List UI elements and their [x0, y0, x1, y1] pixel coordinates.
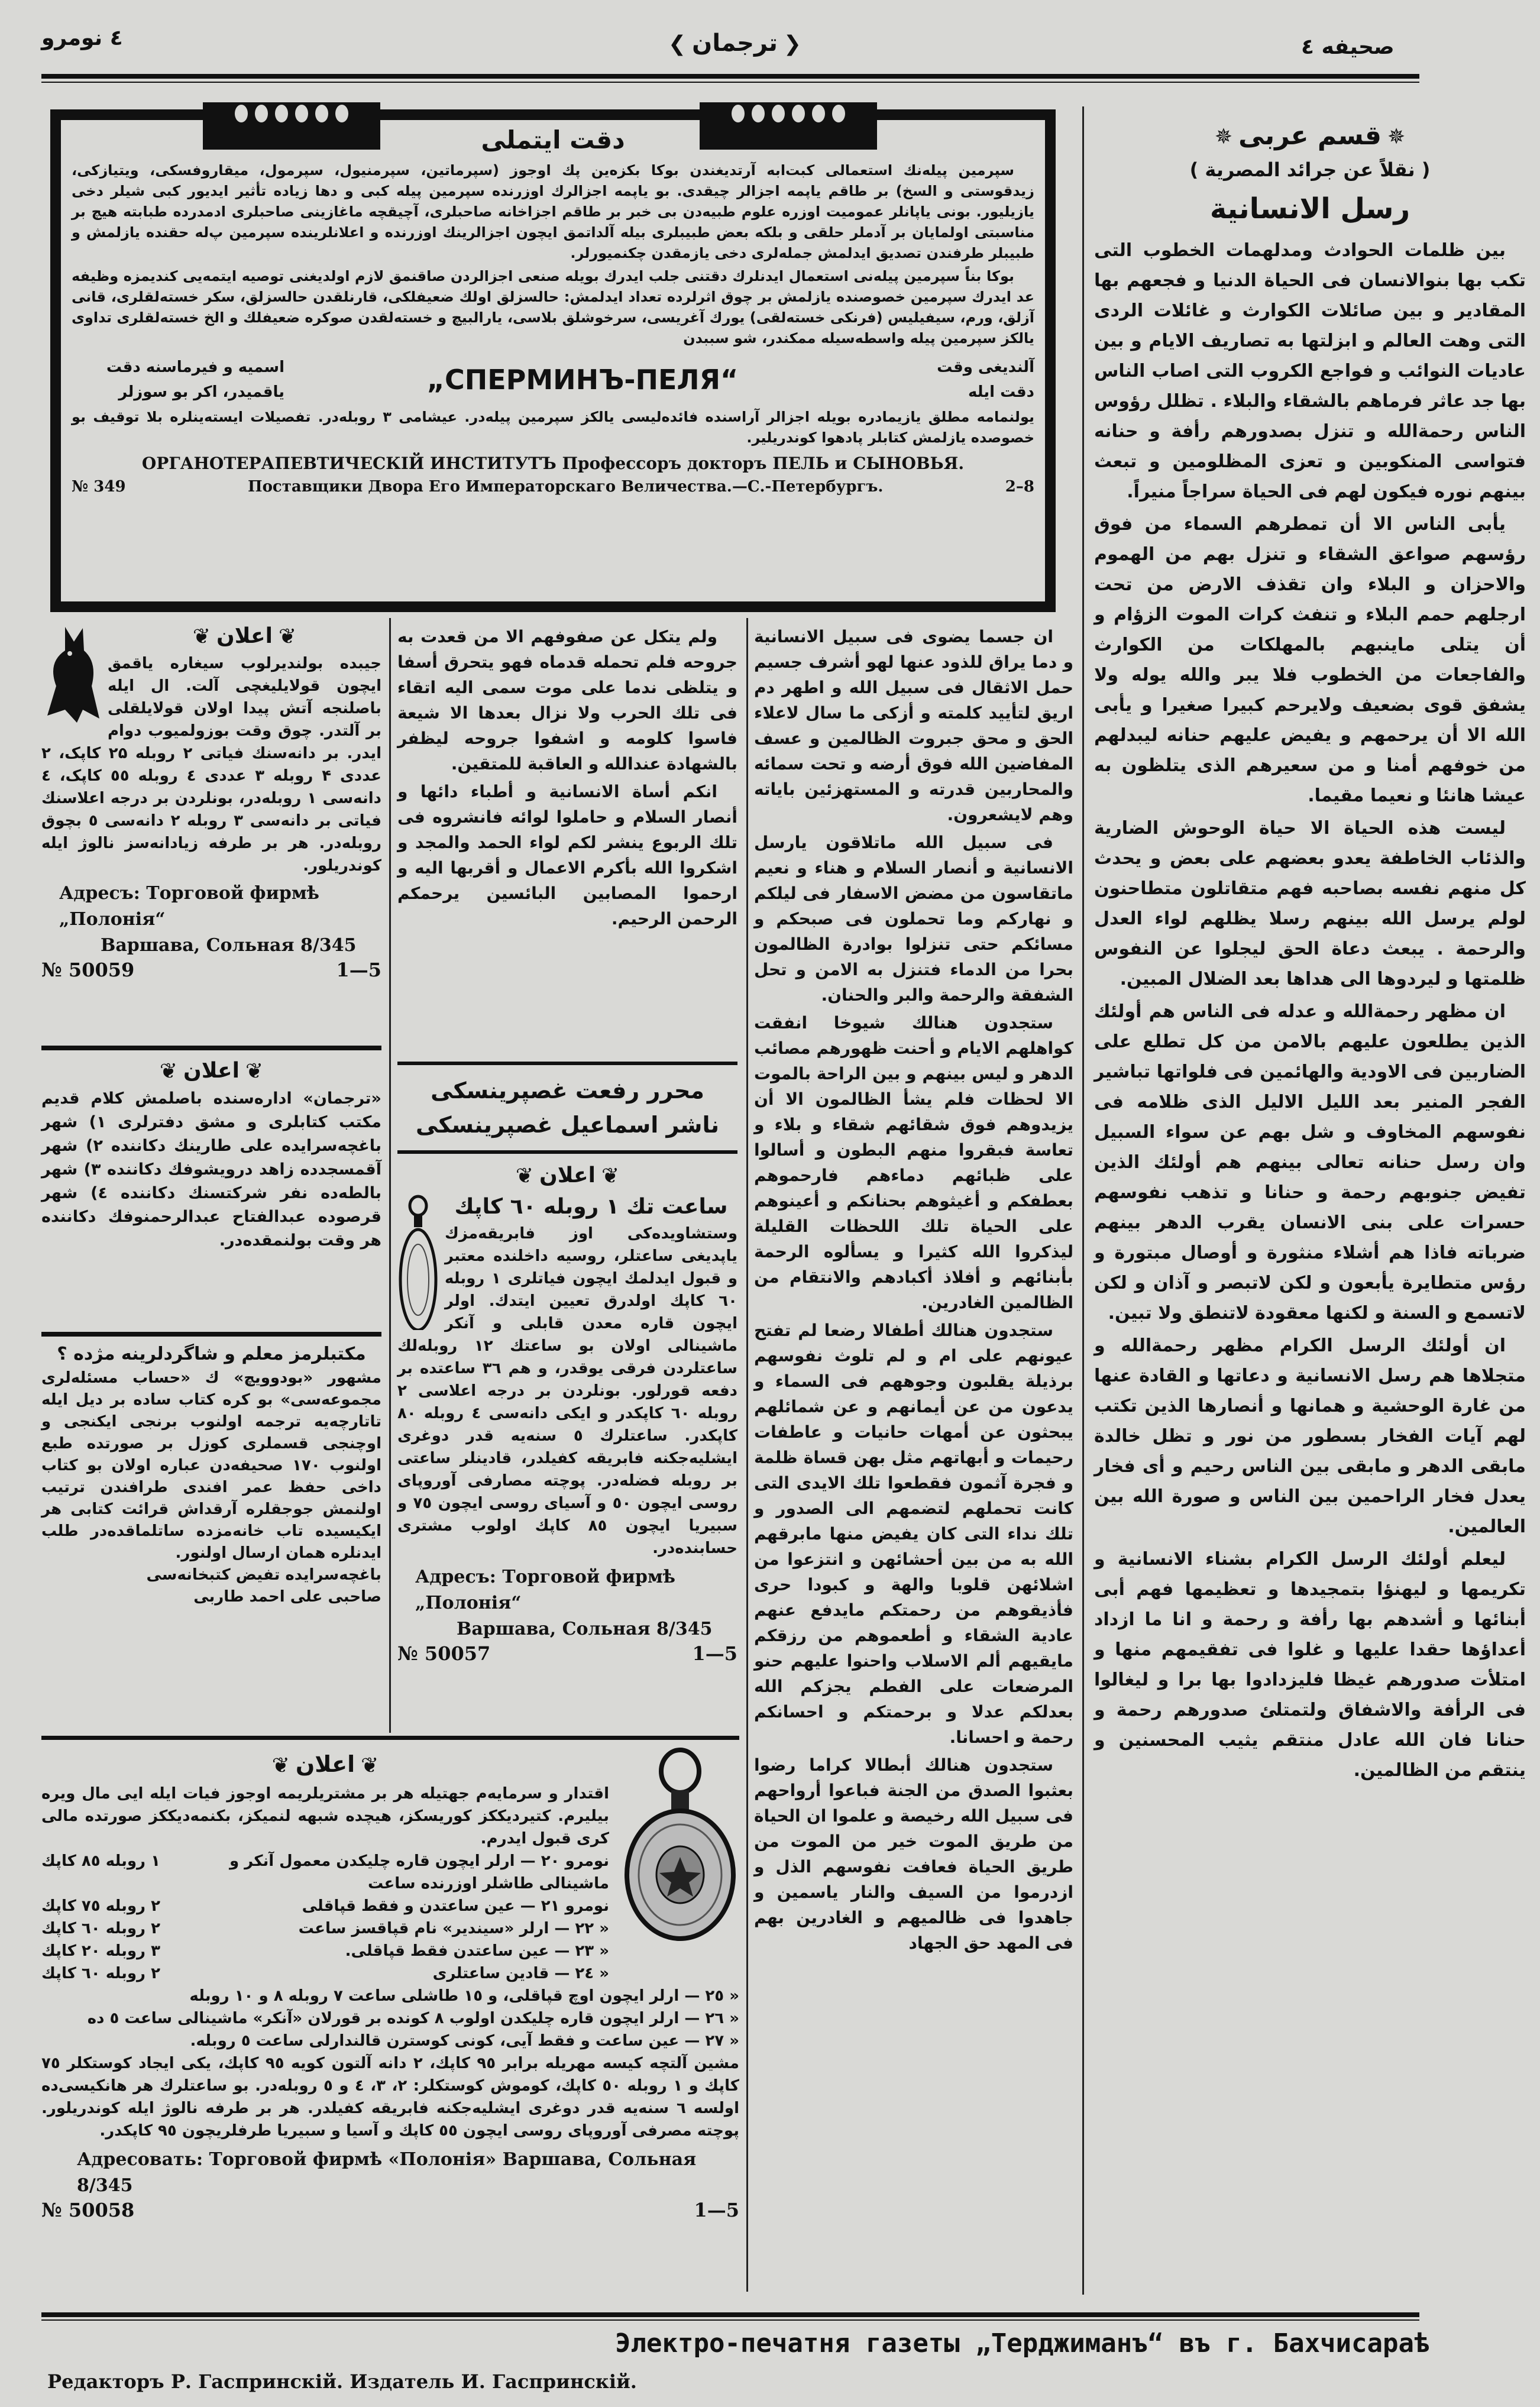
article-paragraph: ان جسما يضوى فى سبيل الانسانية و دما يراق للذود عنها لهو أشرف جسيم حمل الاثقال فى سبيل الله و اطهر دم اريق لتأييد كلمته و أزكى ما سال لاعلاء الحق و محق جبروت الظالمين و عسف المفاضين الله فوق أرضه و تحت سمائه والمحاربين قدرته و المستهزئين باياته وهم لايشعرون.	[754, 627, 1073, 824]
pocket-watch-icon	[397, 1194, 439, 1330]
devil-figure-icon	[41, 621, 101, 724]
arithmetic-ad-signature: صاحبی علی احمد طاربی	[193, 1588, 381, 1606]
price-list-item	[41, 1850, 609, 1895]
watch-ad-large-address: Адресовать: Торговой фирмѣ «Полонія» Варшава, Сольная 8/345	[77, 2149, 697, 2196]
price-list-note: « ۲۷ — عین ساعت و فقط آیی، کونی کوسترن قالندارلی ساعت ٥ روبله.	[190, 2031, 739, 2050]
watch-ad-small-run: 1—5	[692, 1642, 737, 1665]
article-paragraph: ليعلم أولئك الرسل الكرام بشناء الانسانية و تكريمها و ليهنؤا بتمجيدها و تعظيمها فهم أبى أبنائها و أشدهم بها رأفة و رحمة و انا ما ازداد أعداؤها حقدا عليها و غلوا فى تفقيمهم منها و امتلأت صدورهم غيظا فليزدادوا بها برا و ليغالوا فى الرأفة والاشفاق ولتمتلئ صدورهم رحمة و حنانا فان الله عادل منتقم يثيب المحسنين و ينتقم من الظالمين.	[1094, 1549, 1526, 1781]
price-item-value: ۱ روبله ۸٥ کاپك	[41, 1852, 160, 1870]
watch-ad-large	[41, 1748, 739, 2221]
flourish-icon: ❦	[192, 625, 211, 649]
ad-separator	[41, 1046, 381, 1050]
article-paragraph: ستجدون هنالك شيوخا انفقت كواهلهم الايام و أحنت ظهورهم مصائب الدهر و ليس بينهم و بين الراحة بالموت الا لحظات فلم يشأ الظالمون الا أن يزيدوهم فوق شقائهم شقاء و بلاء و تعاسة فبقروا منهم البطون و أسالوا على ظبائهم دماءهم فارحموهم بعطفكم و أغيثوهم بحنانكم و أعينوهم على الحياة تلك اللحظات القليلة ليذكروا الله كثيرا و يسألوه الرحمة بأبنائهم و أفلاذ أكبادهم والانتقام من الظالمين الغادرين.	[754, 1013, 1073, 1312]
watch-ad-large-heading	[41, 1748, 609, 1782]
watch-ad-small-city: Варшава, Сольная 8/345	[457, 1619, 713, 1639]
pocket-watch-icon	[621, 1748, 739, 1943]
price-item-label: نومرو ۲۱ — عین ساعتدن و فقط قپاقلی	[302, 1897, 609, 1915]
spermin-ad-title: دقت ایتملی	[481, 125, 625, 154]
flourish-icon: ❦	[515, 1164, 533, 1188]
price-list-item	[41, 1895, 609, 1917]
price-list-item	[41, 1917, 609, 1940]
column-rule	[1082, 106, 1084, 2295]
flourish-icon: ❦	[159, 1059, 177, 1083]
article-paragraph: ان أولئك الرسل الكرام مظهر رحمةالله و متجلاها هم رسل الانسانية و دعاتها و القادة عنها من غارة الوحشية و همانها و أنصارها الذين تكتب لهم آيات الفخار بسطور من نور و تظل خالدة مابقى الدهر و مابقى بين الناس رحيم و أى فخار يعدل فخار الراحمين بين الناس و صورة الله بين العالمين.	[1094, 1335, 1526, 1537]
books-ad-body: «ترجمان» اداره‌سنده باصلمش کلام قدیم مکتب کتابلری و مشق دفترلری ۱) شهر باغچه‌سرایده علی طارینك دکاننده ۲) شهر آقمسجدده زاهد درویشوفك دکاننده ۳) شهر بالطه‌ده نفر شرکتسنك دکاننده ٤) شهر قرصوده عبدالفتاح عبدالرحمنوفك دکاننده هر وقت بولنمقده‌در.	[41, 1089, 381, 1250]
arithmetic-ad-signature: باغچه‌سرایده تفیض کتبخانه‌سی	[146, 1566, 381, 1584]
arithmetic-ad	[41, 1341, 381, 1608]
spermin-ad-closing: یولنمامه مطلق یازیمادره بویله اجزالر آراسنده فائده‌لیسی یالکز سپرمین پیله‌در. عیشامی ۳ روبله‌در. تفصیلات ایسته‌ینلره بلا توقیف بو خصوصده یازلمش کتابلر پادهوا کوندریلیر.	[72, 409, 1035, 446]
price-item-label: « ۲٤ — قادین ساعتلری	[432, 1964, 609, 1982]
ornament-icon: ❮	[783, 32, 802, 56]
watch-ad-small-number: № 50057	[397, 1642, 491, 1665]
arithmetic-ad-body: مشهور «بودوویچ» ك «حساب مسئله‌لری مجموعه‌سی» بو کره کتاب ساده بر دیل ایله تاتارچه‌یه ترجمه اولنوب برنجی ایکنجی و اوچنجی قسملری کوزل بر صورتده طبع اولنوب ۱۷۰ صحیفه‌دن عباره اولان بو کتاب داخی حفظ عمر افندی طرافندن ترتیب اولنمش جوجقلره آرقداش قرائت کتابی هر ایکیسیده تاب خانه‌مزده ساتلماقده‌در طلب ایدنلره همان ارسال اولنور.	[41, 1369, 382, 1562]
ornament-block	[203, 102, 380, 150]
article-paragraph: فى سبيل الله ماتلاقون يارسل الانسانية و أنصار السلام و هناء و نعيم ماتقاسون من مضض الاسفار فى ليلكم و نهاركم وما تحملون فى صبحكم و مسائكم حتى تنزلوا بوادرة الظالمون بحرا من الدماء فتنزل به الامن و تحل الشفقة والرحمة والبر والحنان.	[754, 833, 1073, 1005]
article-paragraph: ليست هذه الحياة الا حياة الوحوش الضارية والذئاب الخاطفة يعدو بعضهم على بعض و يحدث كل منهم نفسه بصاحبه فهم متقاتلون متطاحنون لولم يرسل الله بينهم رسلا يظلهم لواء العدل والرحمة . يبعث دعاة الحق ليجلوا عن النفوس ظلمتها و ليردوها الى هداها بعد الضلال المبين.	[1094, 818, 1526, 989]
footer-rule-thin	[41, 2319, 1419, 2321]
spermin-ad-paragraph: بوکا بناً سپرمین پیله‌نی استعمال ایدنلرك دقتنی جلب ایدرك بویله صنعی اجزالردن صاقنمق لازم اولدیغنی توصیه ایتمه‌یی کندیمزه وظیفه عد ایدرك سپرمین خصوصنده یازلمش بر چوق اثرلرده تعداد ایدلمش: حالسزلق اولك ضعیفلکی، قارنلقدن حالسزلق، سکر خسته‌لقلری، قانی آزلق، ورم، سیفیلیس (فرنکی خسته‌لقی) یورك آغریسی، سرخوشلق بلاسی، یارالبیچ و خسته‌لقدن صوکره ضعیفلك و الخ خسته‌لقلری تداوی یالکز سپرمین پیله واسطه‌سیله ممکندر، شو سببدن	[72, 268, 1034, 347]
article-paragraph: ستجدون هنالك أطفالا رضعا لم تفتح عيونهم على ام و لم تلوث نفوسهم برذيلة يقلبون وجوههم فى السماء و يدعون من عن أيمانهم و عن شمائلهم يبحثون عن أمهات حانيات و عاطفات رحيمات و أبهاتهم مثل بهن قساة ظلمة و فجرة آثمون فقطعوا تلك الايدى التى كانت تحملهم لتضمهم الى الصدور و تلك نداء التى كان يفيض منها مابرقهم الله به من بين أحشائهن و انتزعوا من اشلائهن قلوبا والهة و كبودا حرى فأذيقوهم من رحمتكم مايدفع عنهم عادية الشقاء و أطعموهم من رزقكم مايقيهم ألم الاسلاب واحنوا عليهم حنو المرضعات على الفطم يجزكم الله بعدلكم عدلا و برحمتكم و احسانكم رحمة و احسانا.	[754, 1321, 1073, 1747]
article-continuation-col2	[397, 624, 737, 934]
flourish-icon: ❦	[245, 1059, 264, 1083]
spermin-ad-note: یاقمیدر، اکر بو سوزلر	[118, 383, 284, 401]
price-list-note: « ۲٥ — ارلر ایچون اوچ قپاقلی، و ۱٥ طاشلی ساعت ۷ روبله ۸ و ۱٠ روبله	[189, 1987, 739, 2005]
spermin-ad-body	[72, 160, 1034, 351]
price-item-label: « ۲۳ — عین ساعتدن فقط قپاقلی.	[345, 1942, 609, 1960]
article-continuation-col3	[754, 624, 1073, 1958]
price-list-note: « ۲٦ — ارلر ایچون قاره چلیکدن اولوب ۸ کونده بر قورلان «آنکر» ماشینالی ساعت ٥ ده	[87, 2009, 739, 2027]
watch-ad-small-heading	[397, 1160, 737, 1192]
spermin-ad	[50, 109, 1056, 612]
masthead-box	[397, 1073, 737, 1142]
issue-date: ٤ نومرو	[41, 26, 123, 50]
lighter-ad-city: Варшава, Сольная 8/345	[101, 935, 357, 956]
watch-ad-small-address: Адресъ: Торговой фирмѣ „Полонія“	[415, 1567, 675, 1613]
spermin-purveyor: Поставщики Двора Его Императорскаго Величества.—С.-Петербургъ.	[248, 478, 884, 496]
flourish-icon: ❦	[271, 1753, 290, 1778]
header-rule	[41, 74, 1419, 79]
column-rule	[746, 618, 748, 2292]
arabic-section-heading	[1094, 118, 1526, 155]
flourish-icon: ✵	[1214, 125, 1233, 149]
books-ad	[41, 1056, 381, 1253]
lighter-ad-address: Адресъ: Торговой фирмѣ „Полонія“	[59, 883, 319, 930]
article-title: رسل الانسانية	[1209, 192, 1410, 225]
ad-separator	[41, 1736, 739, 1740]
books-ad-heading	[41, 1056, 381, 1087]
article-paragraph: انكم أساة الانسانية و أطباء دائها و أنصار السلام و حاملوا لوائه فانشروه فى تلك الربوع ينشر لكم لواء الحمد والمجد و اشكروا الله بأكرم الاعمال و أقربها اليه و ارحموا المصابين البائسين يرحمكم الرحمن الرحيم.	[397, 782, 737, 928]
article-paragraph: ستجدون هنالك أبطالا كراما رضوا بعثبوا الصدق من الجنة فباعوا أرواحهم فى سبيل الله رخيصة و علموا ان الحياة من طريق الموت خير من الموت من طريق الحياة فعافت نفوسهم الذل و ازدرموا من السيف والنار ياسمين و جاهدوا فى ظالميهم و الغادرين بهم فى المهد حق الجهاد	[754, 1755, 1073, 1953]
price-item-label: « ۲۲ — ارلر «سیندیر» نام قپاقسز ساعت	[298, 1919, 609, 1937]
paper-title	[662, 27, 807, 61]
spermin-ad-paragraph: سپرمین پیله‌نك استعمالی کبت‌ابه آرتدیغندن بوکا بکزه‌ین پك اوجوز (سپرماتین، سپرمنیول، سپرمول، میقاروفسکی، ویتیازکی، زیدقوستی و السخ) بر طاقم یاپمه اجزالر چیقدی. بو یاپمه اجزالرك اوزرنده سپرمین پیله کبی و دها زیاده تأثیر ایدیور کبی شیلر دخی یازیلیور. بونی یاپانلر عمومیت اوزره علوم طبیه‌دن بی خبر بر طاقم اجزاخانه صاحبلری، آچیقچه ماغازینی صاحبلری ادمدرده طبابته هیچ بر مناسبتی اولمایان بر آدملر حلقی و بلکه بعض طبیبلری بیله آلداتمق ایچون اجزالرینك اوزرنده و اعلانلرینده سپرمین پ‌له حقنده یازلمش و طبیبلر طرفندن تصدیق ایدلمش جمله‌لری دخی یازمقدن چکنمیورلر.	[72, 162, 1034, 261]
books-ad-title: اعلان	[183, 1059, 240, 1083]
ornament-block	[700, 102, 877, 150]
article-paragraph: ولم يتكل عن صفوفهم الا من قعدت به جروحه فلم تحمله قدماه فهو يتحرق أسفا و يتلظى ندما على موت سمى اليه اتقاء فى تلك الحرب ولا نزال بعدها الا شيعة فاسوا كلومه و اشفوا جروحه ليظفر بالشهادة عندالله و العاقبة للمتقين.	[397, 627, 737, 774]
watch-ad-large-number: № 50058	[41, 2198, 135, 2221]
article-paragraph: بين ظلمات الحوادث ومدلهمات الخطوب التى تكب بها بنوالانسان فى الحياة الدنيا و فجعهم بها المقادير و بين صائلات الكوارث و غائلات الردى التى وهت العالم و ابزلتها به تصاريف الايام و بين عاديات النوائب و فواجع الكروب التى اصاب الناس بها جد عاثر فرماهم بالشقاء والبلاء . تظلل رؤوس الناس رحمةالله و تنزل بصدورهم رأفة و حنانه فتواسى المنكوبين و تعزى المظلومين و تبعث بينهم نوره فيكون لهم فى الحياة سراجاً منيراً.	[1094, 240, 1526, 502]
footer-rule	[41, 2312, 1419, 2317]
lighter-ad-number: № 50059	[41, 959, 135, 981]
editor-name: محرر رفعت غصپرینسکی	[431, 1078, 704, 1104]
arabic-section-source: ( نقلاً عن جرائد المصرية )	[1189, 158, 1431, 181]
flourish-icon: ✵	[1387, 125, 1406, 149]
price-list	[41, 1850, 609, 1985]
watch-ad-large-title: اعلان	[295, 1751, 355, 1777]
flourish-icon: ❦	[601, 1164, 620, 1188]
lighter-ad-body: جیبده بولندیرلوب سیغاره یاقمق ایچون قولایلیغچی آلت. ال ایله باصلنجه آتش پیدا اولان قولایلقلی بر آلتدر. چوق وقت بوزولمیوب دوام ایدر. بر دانه‌سنك فیاتی ۲ روبله ۲۵ کاپک، ۲ عددی ۴ روبله ۳ عددی ٤ روبله ٥٥ کاپک، ٤ دانه‌سی ۱ روبله‌در، بونلردن بر درجه اعلاسنك فیاتی بر دانه‌سی ۳ روبله ۲ دانه‌سی ٥ بچوق روبله‌در. هر بر طرفه زیادانه‌سز نالوژ ایله کوندریلور.	[41, 655, 381, 875]
spermin-ad-note: اسمیه و فیرماسنه دقت	[106, 358, 284, 376]
spermin-ad-purveyor-row	[72, 475, 1034, 498]
page-label: صحیفه ٤	[1301, 35, 1395, 59]
watch-ad-small-title: اعلان	[539, 1163, 596, 1188]
masthead-rule	[397, 1150, 737, 1154]
publisher-name: ناشر اسماعیل غصپرینسکی	[415, 1112, 720, 1138]
ad-separator	[41, 1332, 381, 1337]
header-rule-thin	[41, 82, 1419, 83]
watch-ad-small-body: وستشاویده‌کی اوز فابریقه‌مزك یاپدیغی ساعتلر، روسیه داخلنده معتبر و قبول ایدلمك ایچون فیاتلری ۱ روبله ٦٠ کاپك اولدرق تعیین ایتدك. اولر ایچون قاره معدن قابلی و آنکر ماشینالی اولان بو ساعتك ۱۲ روبله‌لك ساعتلردن فرقی یوقدر، و هم ۳٦ ساعتده بر دفعه قورلور. بونلردن بر درجه اعلاسی ۲ روبله ٦٠ کاپکدر و ایکی دانه‌سی ٤ روبله ۸٠ کاپکدر. ساعتلرك ٥ سنه‌یه قدر دوغری ایشلیه‌جکنه فابریقه کفیلدر، قادینلر ساعتی بر روبله فضله‌در. پوچته مصارفی آوروپای روسی ایچون ٥٠ و آسیای روسی ایچون ۷٥ و سبیریا ایچون ۸٥ کاپك اولوب مشتری حسابنده‌در.	[397, 1225, 738, 1557]
watch-ad-small	[397, 1160, 737, 1665]
flourish-icon: ❦	[361, 1753, 379, 1778]
lighter-ad-title: اعلان	[216, 624, 273, 648]
column-rule	[389, 618, 391, 1733]
spermin-ad-note: دقت ایله	[968, 383, 1034, 401]
arabic-section-title: قسم عربى	[1238, 121, 1382, 151]
price-item-value: ۲ روبله ٦٠ کاپك	[41, 1919, 160, 1937]
article-paragraph: ان مظهر رحمةالله و عدله فى الناس هم أولئك الذين يطلعون عليهم بالامن من كل تطلع على الضاربين فى الاودية والهائمين فى فلواتها تباشير الفجر المنير بعد الليل الاليل الذى ظلامه فى نفوسهم المخاوف و شل بهم عن سواء السبيل وان رسل حنانه تعالى بينهم هم أولئك الذين تفيض جنوبهم رحمة و حنانا و تذهب نفوسهم حسرات على بنى الانسان يقرب الدهر بينهم ضرباته فاذا هم أشلاء منثورة و أوصال مبتورة و رؤس متطايرة يأبعون و لكن لاتبصر و آذان و لكن لاتسمع و السنة و لكنها معقودة لاتنطق ولا تبين.	[1094, 1001, 1526, 1324]
masthead-rule	[397, 1062, 737, 1065]
price-item-value: ۲ روبله ٦٠ کاپك	[41, 1964, 160, 1982]
editor-credits: Редакторъ Р. Гаспринскій. Издатель И. Гаспринскій.	[47, 2370, 637, 2393]
arithmetic-ad-title: مکتبلرمز معلم و شاگردلرینه مژده ؟	[57, 1344, 366, 1364]
price-item-value: ۳ روبله ۲٠ کاپك	[41, 1942, 160, 1960]
price-list-item	[41, 1940, 609, 1962]
spermin-ad-run: 2–8	[1005, 478, 1034, 496]
arabic-section	[1094, 112, 1526, 1788]
lighter-ad	[41, 621, 381, 981]
ornament-icon: ❯	[668, 32, 687, 56]
price-item-value: ۲ روبله ۷٥ کاپك	[41, 1897, 160, 1915]
flourish-icon: ❦	[279, 625, 297, 649]
press-imprint: Электро-печатня газеты „Терджиманъ“ въ г. Бахчисараѣ	[615, 2328, 1430, 2359]
spermin-ad-note: آلندیغی وقت	[937, 358, 1034, 376]
price-list-item	[41, 1962, 609, 1985]
watch-ad-small-headline: ساعت تك ۱ روبله ٦٠ کاپك	[454, 1195, 728, 1219]
spermin-institute: ОРГАНОТЕРАПЕВТИЧЕСКІЙ ИНСТИТУТЪ Профессоръ докторъ ПЕЛЬ и СЫНОВЬЯ.	[141, 454, 965, 473]
lighter-ad-run: 1—5	[336, 959, 381, 981]
spermin-brand: „СПЕРМИНЪ-ПЕЛЯ“	[426, 364, 739, 396]
watch-ad-large-footer: مشین آلتچه کیسه مهریله برابر ۹٥ کاپك، ۲ دانه آلتون کویه ۹٥ کاپك، یکی ایجاد کوستکلر ۷٥ کاپك و ۱ روبله ٥٠ کاپك، کوموش کوستکلر: ۲، ۳، ٤ و ٥ روبله‌در. بو ساعتلرك هر هانکیسی‌ده اولسه ٦ سنه‌یه قدر دوغری ایشلیه‌جکنه فابریقه کفیلدر. هر بر طرفه نالوژ ایله کوندریلور. پوچته مصرفی آوروپای روسی ایچون ٥٥ کاپك و آسیا و سبیریا طرفلریچون ۹٥ کاپکدر.	[41, 2054, 739, 2140]
spermin-ad-brand-row	[72, 355, 1034, 405]
watch-ad-large-intro: اقتدار و سرمایه‌م جهتیله هر بر مشتریلریمه اوجوز فیات ایله ایی مال ویره بیلیرم. کتیردیککز کوریسکز، هیچده شبهه لنمیکز، بکنمه‌دیککز صورتده مالی کری قبول ایدرم.	[41, 1784, 609, 1848]
article-paragraph: يأبى الناس الا أن تمطرهم السماء من فوق رؤسهم صواعق الشقاء و تنزل بهم من الهموم والاحزان و البلاء وان تقذف الارض من تحت ارجلهم حمم البلاء و تنفث كرات الموت الزؤام و أن يتلى ماينبهم بالمهلكات من الكوارث والفاجعات من الخطوب فلا يبر والله يوله ولا يشفق قوى بضعيف ولايرحم كبيرا صغيرا و يأبى الله الا أن يرحمهم و يفيض عليهم حنانه ليبدلهم من خوفهم أمنا و من سعيرهم الذى يتلظون به عيشا هانئا و نعيما مقيما.	[1094, 514, 1526, 806]
price-item-label: نومرو ۲٠ — ارلر ایچون قاره چلیکدن معمول آنکر و ماشینالی طاشلر اوزرنده ساعت	[229, 1852, 609, 1892]
paper-title-text: ترجمان	[692, 30, 778, 57]
spermin-ad-number: № 349	[72, 478, 126, 496]
watch-ad-large-run: 1—5	[694, 2198, 739, 2221]
